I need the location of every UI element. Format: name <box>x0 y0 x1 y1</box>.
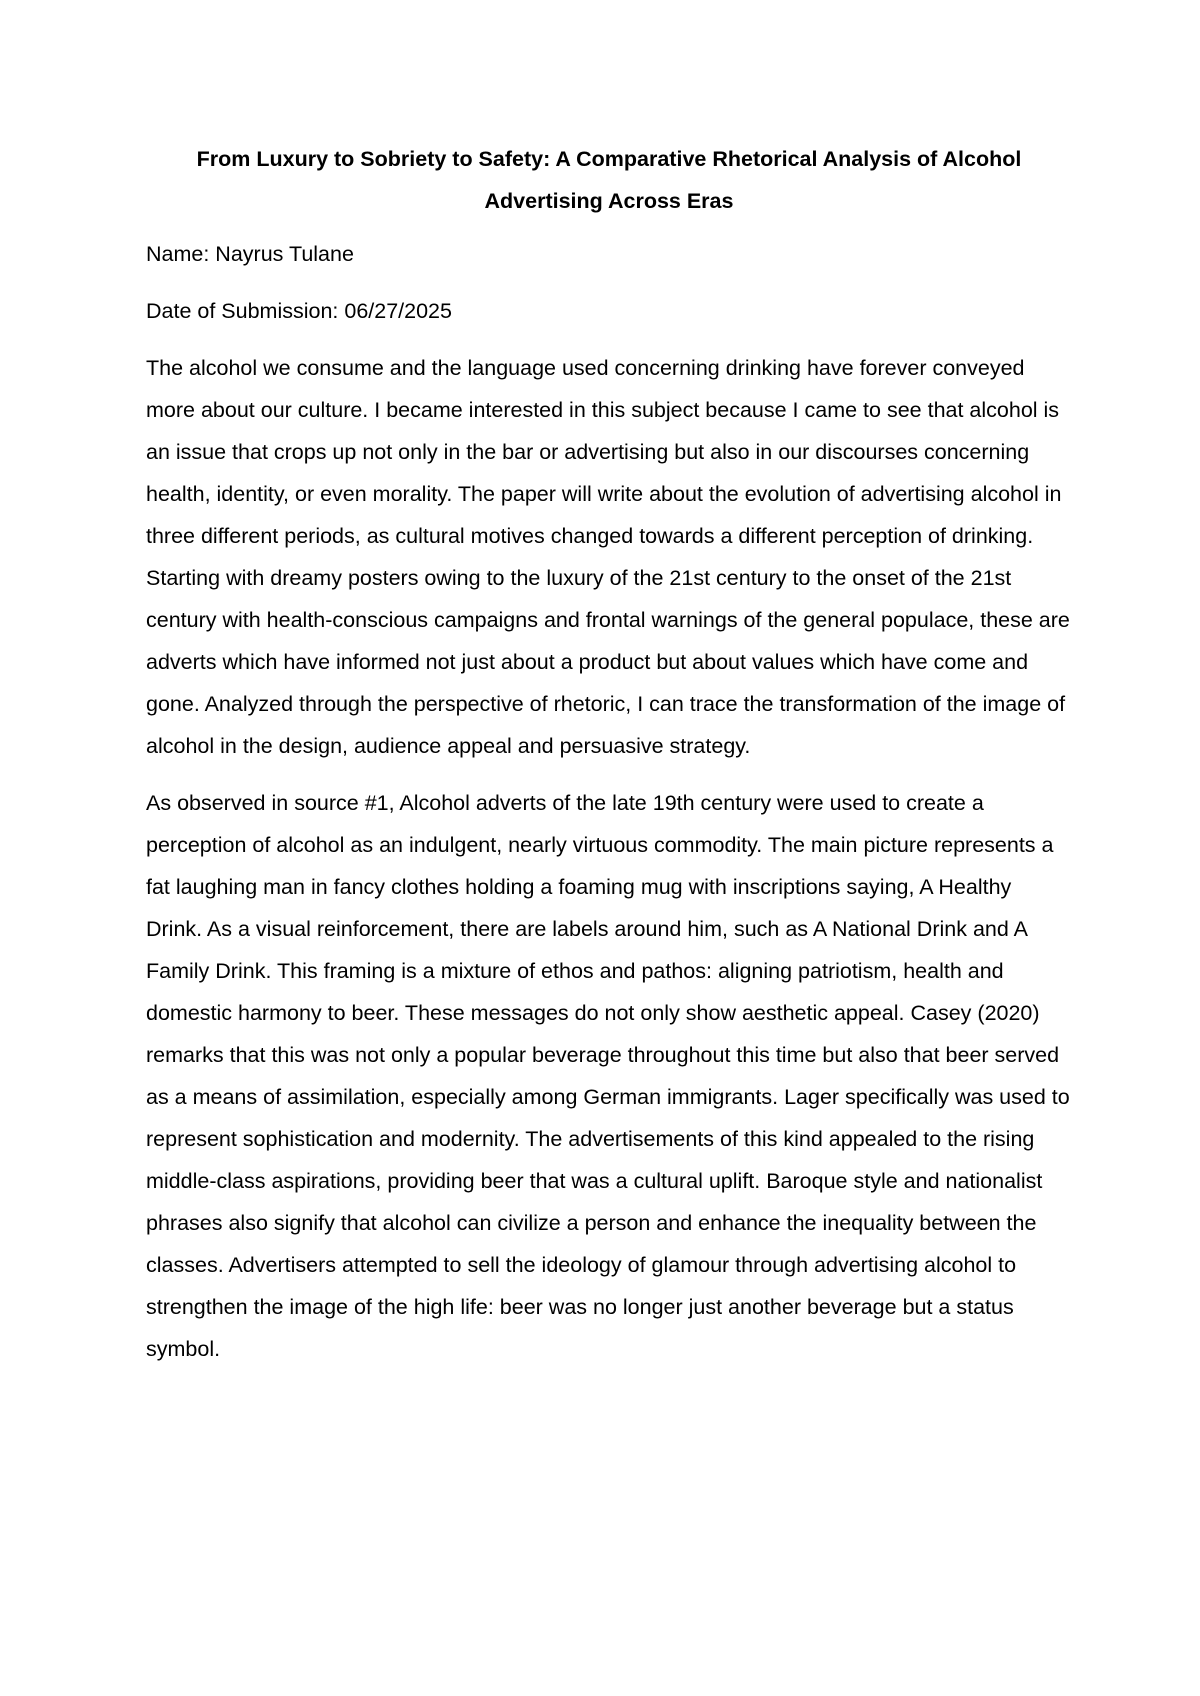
paragraph-introduction: The alcohol we consume and the language used concerning drinking have forever conveyed more about our culture. I became interested in this subject because I came to see that alcohol is an issue that crops up not only in the bar or advertising but also in our discourses concerning health, identity, or even morality. The paper will write about the evolution of advertising alcohol in three different periods, as cultural motives changed towards a different perception of drinking. Starting with dreamy posters owing to the luxury of the 21st century to the onset of the 21st century with health-conscious campaigns and frontal warnings of the general populace, these are adverts which have informed not just about a product but about values which have come and gone. Analyzed through the perspective of rhetoric, I can trace the transformation of the image of alcohol in the design, audience appeal and persuasive strategy. <box>146 356 1070 758</box>
paragraph-source-1-analysis: As observed in source #1, Alcohol adverts of the late 19th century were used to create a perception of alcohol as an indulgent, nearly virtuous commodity. The main picture represents a fat laughing man in fancy clothes holding a foaming mug with inscriptions saying, A Healthy Drink. As a visual reinforcement, there are labels around him, such as A National Drink and A Family Drink. This framing is a mixture of ethos and pathos: aligning patriotism, health and domestic harmony to beer. These messages do not only show aesthetic appeal. Casey (2020) remarks that this was not only a popular beverage throughout this time but also that beer served as a means of assimilation, especially among German immigrants. Lager specifically was used to represent sophistication and modernity. The advertisements of this kind appealed to the rising middle-class aspirations, providing beer that was a cultural uplift. Baroque style and nationalist phrases also signify that alcohol can civilize a person and enhance the inequality between the classes. Advertisers attempted to sell the ideology of glamour through advertising alcohol to strengthen the image of the high life: beer was no longer just another beverage but a status symbol. <box>146 791 1070 1361</box>
document-body <box>146 138 1072 1385</box>
author-name: Name: Nayrus Tulane <box>146 242 354 266</box>
submission-date: Date of Submission: 06/27/2025 <box>146 299 452 323</box>
document-title: From Luxury to Sobriety to Safety: A Comparative Rhetorical Analysis of Alcohol Advertising Across Eras <box>196 147 1022 213</box>
